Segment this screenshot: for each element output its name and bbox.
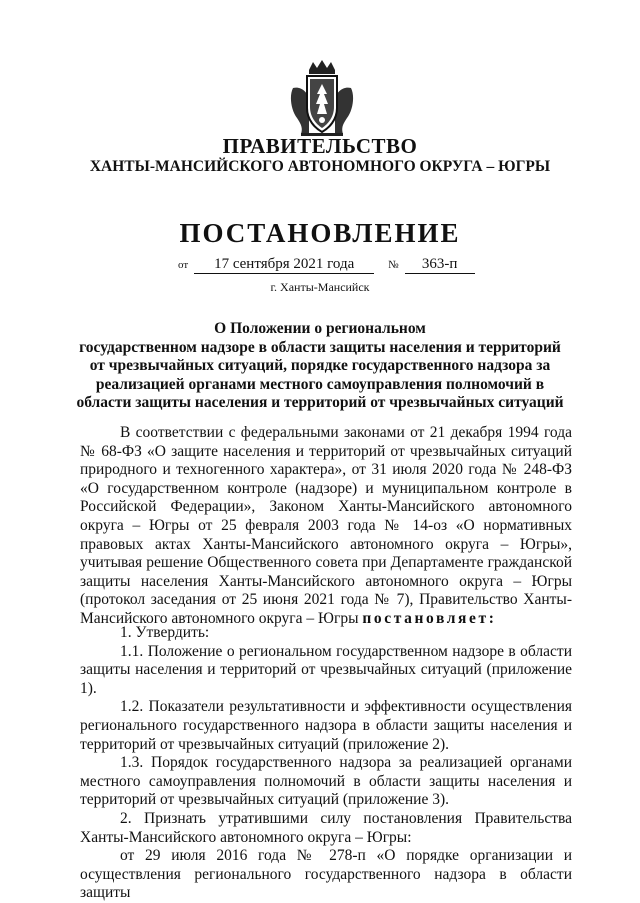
preamble-text: В соответствии с федеральными законами от 21 декабря 1994 года № 68-ФЗ «О защите населения и территорий от чрезвычайных ситуаций природного и техногенного характера», от 31 июля 2020 года № 248-ФЗ «О государственном контроле (надзоре) и муниципальном контроле в Российской Федерации», Законом Ханты-Мансийского автономного округа – Югры от 25 февраля 2003 года № 14-оз «О нормативных правовых актах Ханты-Мансийского автономного округа – Югры», учитывая решение Общественного совета при Департаменте гражданской защиты населения Ханты-Мансийского автономного округа – Югры (протокол заседания от 25 июня 2021 года № 7), Правительство Ханты-Мансийского автономного округа – Югры (80, 424, 572, 627)
number-prefix: № (388, 259, 399, 271)
list-item: 1.2. Показатели результативности и эффективности осуществления регионального государственного надзора в области защиты населения и территорий от чрезвычайных ситуаций (приложение 2). (80, 698, 572, 753)
resolution-items (80, 624, 572, 903)
document-type: ПОСТАНОВЛЕНИЕ (179, 218, 461, 248)
list-item: 1. Утвердить: (120, 624, 210, 641)
subject-line: О Положении о региональном (214, 320, 426, 337)
coat-of-arms-icon (287, 58, 357, 138)
list-item: 2. Признать утратившими силу постановления Правительства Ханты-Мансийского автономного округа – Югры: (80, 809, 572, 846)
decree-word: постановляет: (362, 609, 497, 627)
government-title: ПРАВИТЕЛЬСТВО (222, 134, 418, 158)
government-subtitle: ХАНТЫ-МАНСИЙСКОГО АВТОНОМНОГО ОКРУГА – ЮГРЫ (89, 158, 551, 175)
subject-line: от чрезвычайных ситуаций, порядке государственного надзора за (89, 357, 551, 375)
list-item: 1.1. Положение о региональном государственном надзоре в области защиты населения и территорий от чрезвычайных ситуаций (приложение 1). (80, 642, 572, 697)
city: г. Ханты-Мансийск (270, 280, 370, 294)
list-item: от 29 июля 2016 года № 278-п «О порядке организации и осуществления регионального государственного надзора в области защиты (80, 847, 572, 902)
document-date: 17 сентября 2021 года (194, 256, 374, 274)
document-number: 363-п (405, 256, 475, 274)
subject-line: реализацией органами местного самоуправления полномочий в (95, 375, 545, 393)
document-subject (0, 320, 640, 413)
subject-line: области защиты населения и территорий от чрезвычайных ситуаций (76, 394, 564, 412)
date-prefix: от (178, 259, 189, 271)
preamble (80, 424, 572, 629)
date-number-line (178, 256, 475, 274)
list-item: 1.3. Порядок государственного надзора за реализацией органами местного самоуправления полномочий в области защиты населения и территорий от чрезвычайных ситуаций (приложение 3). (80, 754, 572, 809)
subject-line: государственном надзоре в области защиты населения и территорий (79, 338, 561, 356)
